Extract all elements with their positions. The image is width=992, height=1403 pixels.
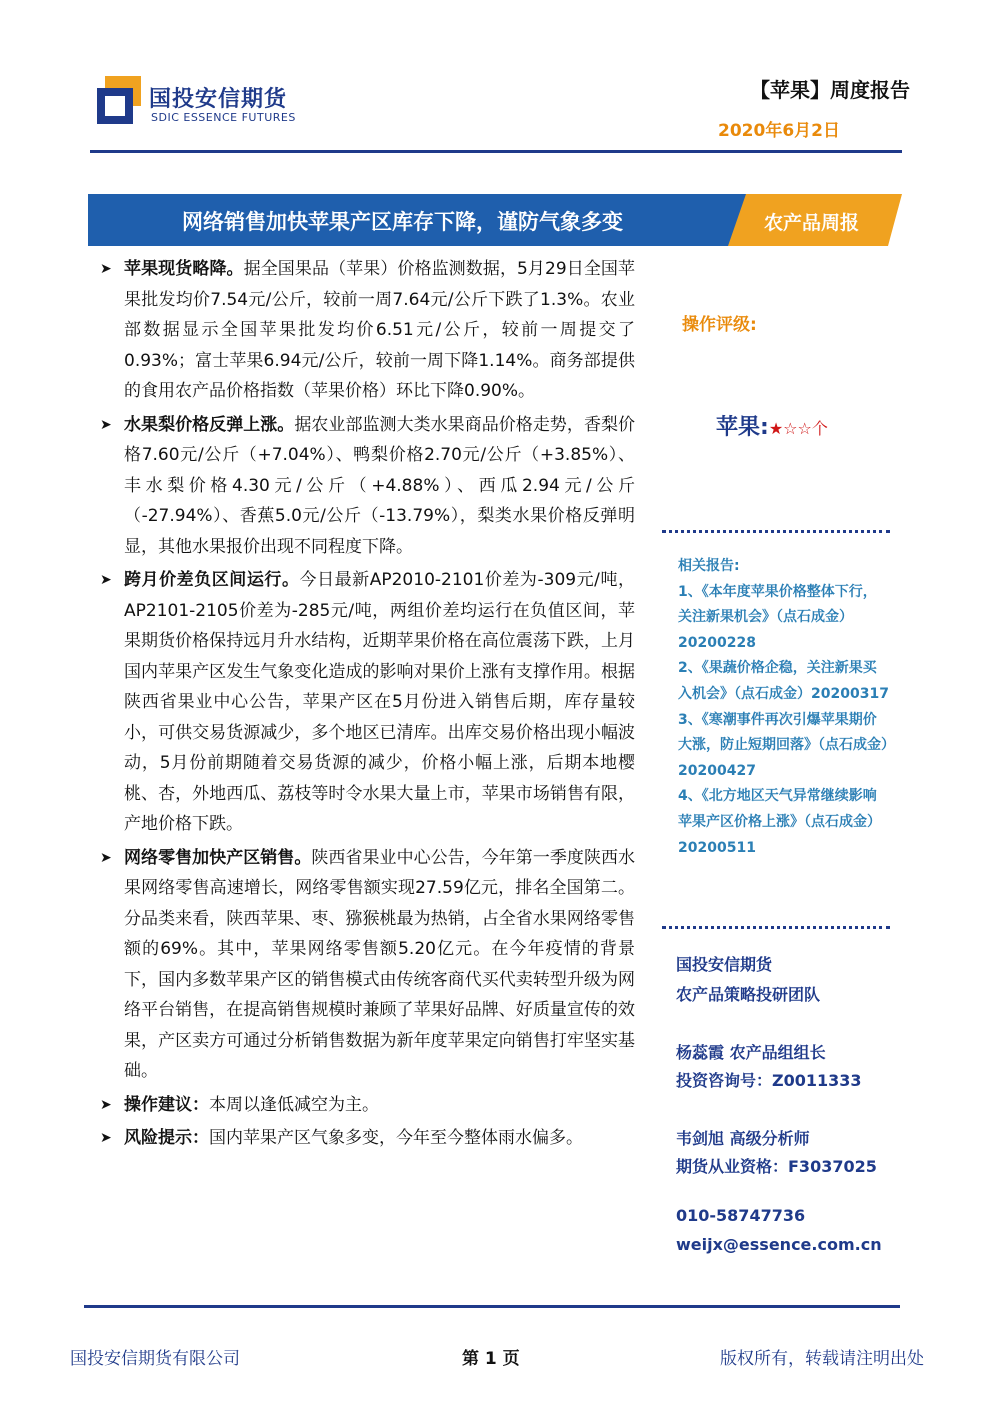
bullet-spread [100,565,635,840]
bullet-pear-price [100,410,635,563]
page-number: 第 1 页 [462,1349,520,1369]
report-date: 2020年6月2日 [718,121,840,141]
bullet-lead: 跨月价差负区间运行。 [124,570,300,590]
footer-copyright: 版权所有，转载请注明出处 [720,1349,924,1369]
bullet-risk-warning [100,1123,635,1154]
bullet-text: 国内苹果产区气象多变，今年至今整体雨水偏多。 [209,1128,583,1148]
sidebar-divider [662,926,890,929]
related-report-item[interactable]: 4、《北方地区天气异常继续影响苹果产区价格上涨》（点石成金）20200511 [678,788,881,856]
footer-divider [84,1305,900,1308]
contact-email[interactable]: weijx@essence.com.cn [676,1235,882,1254]
team-company: 国投安信期货 [676,955,773,974]
analyst1-cert: 投资咨询号：Z0011333 [676,1071,862,1090]
logo-name-en: SDIC ESSENCE FUTURES [151,111,296,124]
rating-stars-icon: ★☆☆个 [768,419,828,438]
bullet-online-retail [100,843,635,1087]
title-banner [88,194,902,246]
report-category: 农产品周报 [764,212,860,234]
bullet-lead: 苹果现货略降。 [124,259,244,279]
bullet-lead: 水果梨价格反弹上涨。 [124,414,295,435]
rating-name: 苹果: [716,415,769,440]
footer-company: 国投安信期货有限公司 [70,1349,240,1369]
bullet-spot-price [100,254,635,407]
bullet-lead: 网络零售加快产区销售。 [124,847,312,868]
arrow-bullet-icon: ➤ [100,261,112,277]
arrow-bullet-icon: ➤ [100,572,112,588]
rating [716,410,828,441]
related-report-item[interactable]: 2、《果蔬价格企稳，关注新果买入机会》（点石成金）20200317 [678,660,889,702]
logo-mark-icon [97,76,141,124]
arrow-bullet-icon: ➤ [100,849,112,866]
company-logo [97,76,307,132]
logo-name-cn: 国投安信期货 [149,87,288,112]
related-title: 相关报告: [678,558,740,574]
bullet-text: 陕西省果业中心公告，今年第一季度陕西水果网络零售高速增长，网络零售额实现27.59亿元，排名全国第二。分品类来看，陕西苹果、枣、猕猴桃最为热销，占全省水果网络零售额的69%。其中，苹果网络零售额5.20亿元。在今年疫情的背景下，国内多数苹果产区的销售模式由传统客商代买代卖转型升级为网络平台销售，在提高销售规模时兼顾了苹果好品牌、好质量宣传的效果，产区卖方可通过分析销售数据为新年度苹果定向销售打牢坚实基础。 [124,847,636,1081]
contact-phone[interactable]: 010-58747736 [676,1206,806,1225]
arrow-bullet-icon: ➤ [100,1096,112,1113]
rating-label: 操作评级: [682,315,757,335]
main-content [100,254,635,1157]
arrow-bullet-icon: ➤ [100,416,112,433]
arrow-bullet-icon: ➤ [100,1130,112,1146]
analyst2-name: 韦剑旭 高级分析师 [676,1129,810,1148]
bullet-operation-advice [100,1090,635,1121]
bullet-text: 本周以逢低减空为主。 [209,1094,379,1115]
analyst1-name: 杨蕊霞 农产品组组长 [676,1043,826,1062]
report-title: 网络销售加快苹果产区库存下降，谨防气象多变 [182,210,623,234]
analyst2-cert: 期货从业资格：F3037025 [676,1157,877,1176]
bullet-lead: 风险提示： [124,1128,209,1148]
header-divider [90,150,902,153]
sidebar-divider [662,530,890,533]
bullet-text: 据农业部监测大类水果商品价格走势，香梨价格7.60元/公斤（+7.04%）、鸭梨价格2.70元/公斤（+3.85%）、丰水梨价格4.30元/公斤（+4.88%）、西瓜2.94元/公斤（-27.94%）、香蕉5.0元/公斤（-13.79%），梨类水果价格反弹明显，其他水果报价出现不同程度下降。 [124,414,636,557]
report-type: 【苹果】周度报告 [750,78,910,102]
related-report-item[interactable]: 3、《寒潮事件再次引爆苹果期价大涨，防止短期回落》（点石成金）20200427 [678,711,888,779]
team-name: 农产品策略投研团队 [676,985,821,1004]
bullet-text: 今日最新AP2010-2101价差为-309元/吨，AP2101-2105价差为-285元/吨，两组价差均运行在负值区间，苹果期货价格保持远月升水结构，近期苹果价格在高位震荡下跌，上月国内苹果产区发生气象变化造成的影响对果价上涨有支撑作用。根据陕西省果业中心公告，苹果产区在5月份进入销售后期，库存量较小，可供交易货源减少，多个地区已清库。出库交易价格出现小幅波动，5月份前期随着交易货源的减少，价格小幅上涨，后期本地樱桃、杏，外地西瓜、荔枝等时令水果大量上市，苹果市场销售有限，产地价格下跌。 [124,570,636,834]
bullet-lead: 操作建议： [124,1094,209,1115]
related-reports [678,554,890,861]
related-report-item[interactable]: 1、《本年度苹果价格整体下行，关注新果机会》（点石成金）20200228 [678,583,877,651]
bullet-text: 据全国果品（苹果）价格监测数据，5月29日全国苹果批发均价7.54元/公斤，较前一周7.64元/公斤下跌了1.3%。农业部数据显示全国苹果批发均价6.51元/公斤，较前一周提交了0.93%；富士苹果6.94元/公斤，较前一周下降1.14%。商务部提供的食用农产品价格指数（苹果价格）环比下降0.90%。 [124,259,636,401]
